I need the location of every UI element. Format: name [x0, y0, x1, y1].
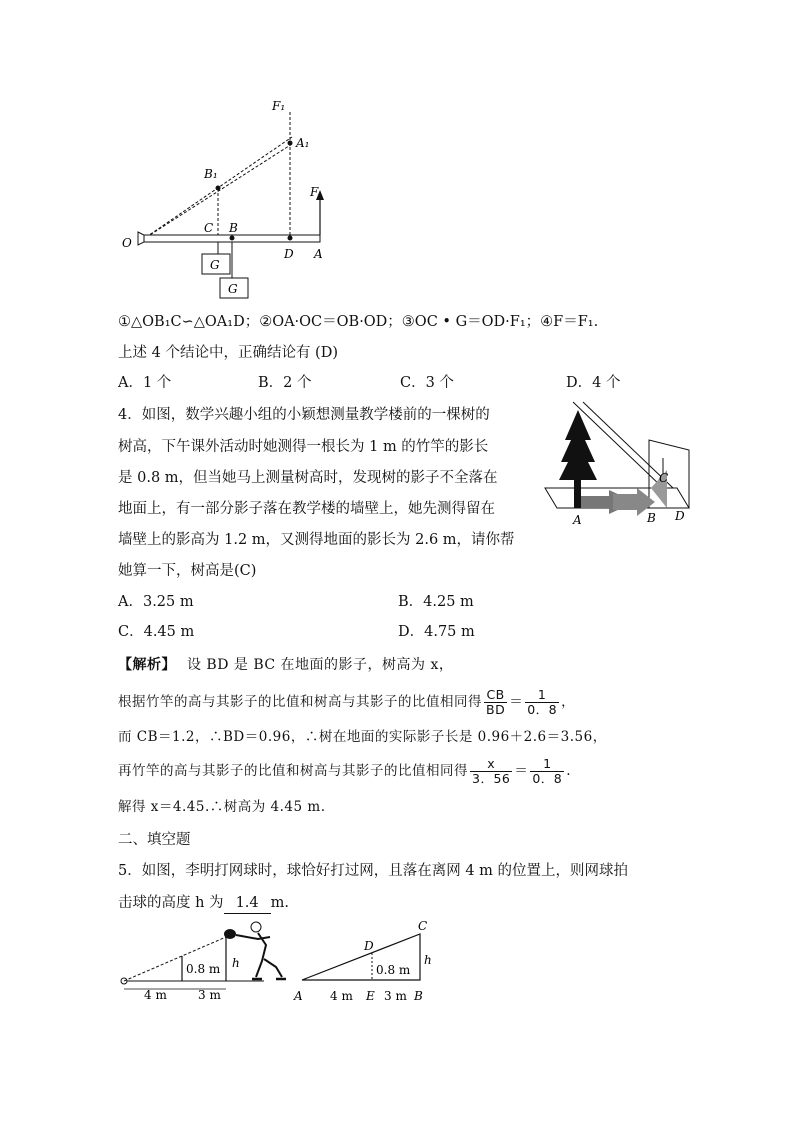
- analysis-tag: 【解析】: [118, 657, 176, 673]
- frac1-den: BD: [486, 702, 506, 717]
- label-C: C: [204, 221, 214, 235]
- q4-fig-label-a: A: [573, 513, 582, 527]
- q4-line2: 树高，下午课外活动时她测得一根长为 1 m 的竹竿的影长: [118, 439, 489, 455]
- q5-line2-post: m.: [270, 895, 289, 911]
- analysis-text1: 设 BD 是 BC 在地面的影子，树高为 x，: [186, 657, 454, 673]
- label-G1: G: [210, 258, 220, 272]
- q3-option-d: D．4 个: [566, 375, 621, 391]
- analysis-text2: 根据竹竿的高与其影子的比值和树高与其影子的比值相同得: [118, 694, 482, 710]
- equals-2: ＝: [514, 763, 529, 779]
- label-A1: A₁: [296, 136, 310, 150]
- right-label-c: C: [418, 919, 428, 933]
- q4-option-b: B．4.25 m: [398, 594, 474, 610]
- label-O: O: [122, 236, 132, 250]
- q3-question: 上述 4 个结论中，正确结论有 (D): [118, 345, 338, 361]
- section-title: 二、填空题: [118, 832, 191, 848]
- right-4m-label: 4 m: [330, 989, 353, 1003]
- label-B: B: [229, 221, 238, 235]
- q4-line6: 她算一下，树高是(C): [118, 563, 257, 579]
- left-3m-label: 3 m: [198, 988, 221, 1002]
- q4-option-c: C．4.45 m: [118, 624, 195, 640]
- tennis-figure-left: [116, 915, 296, 1005]
- label-F1: F₁: [272, 99, 286, 113]
- period: .: [566, 763, 572, 779]
- lever-figure: [112, 92, 342, 302]
- q3-option-b: B．2 个: [258, 375, 312, 391]
- q5-line2-pre: 击球的高度 h 为: [118, 895, 224, 911]
- q5-answer-blank: 1.4: [224, 893, 271, 914]
- left-h-label: h: [232, 956, 240, 970]
- label-D: D: [284, 247, 294, 261]
- q3-option-a: A．1 个: [118, 375, 172, 391]
- tree-shadow-figure: [543, 400, 691, 528]
- comma: ，: [561, 694, 576, 710]
- left-08m-label: 0.8 m: [186, 962, 221, 976]
- frac1-num: CB: [484, 688, 507, 703]
- equals-1: ＝: [509, 694, 524, 710]
- q4-line4: 地面上，有一部分影子落在教学楼的墙壁上，她先测得留在: [118, 501, 495, 517]
- q4-option-d: D．4.75 m: [398, 624, 475, 640]
- right-label-d: D: [364, 939, 374, 953]
- label-G2: G: [228, 282, 238, 296]
- q4-line5: 墙壁上的影高为 1.2 m，又测得地面的影长为 2.6 m，请你帮: [118, 532, 515, 548]
- fraction-1-08: [525, 688, 559, 717]
- fraction-cb-bd: [484, 688, 507, 717]
- q4-option-a: A．3.25 m: [118, 594, 194, 610]
- right-h-label: h: [424, 953, 432, 967]
- fraction-x-356: [470, 757, 512, 786]
- frac2-den: 0．8: [527, 702, 558, 717]
- analysis-line1: [118, 655, 453, 675]
- label-F: F: [310, 185, 319, 199]
- analysis-line5: 解得 x＝4.45.∴树高为 4.45 m.: [118, 799, 326, 815]
- q4-line1: 4．如图，数学兴趣小组的小颖想测量教学楼前的一棵树的: [118, 407, 490, 423]
- label-A: A: [314, 247, 323, 261]
- right-08m-label: 0.8 m: [376, 963, 411, 977]
- frac4-num: 1: [530, 757, 564, 772]
- analysis-line2: [118, 682, 575, 722]
- fraction-1-08b: [530, 757, 564, 786]
- right-label-b: B: [414, 989, 423, 1003]
- right-label-a: A: [294, 989, 303, 1003]
- q4-fig-label-b: B: [647, 511, 656, 525]
- q4-fig-label-d: D: [675, 509, 685, 523]
- frac3-den: 3．56: [472, 771, 511, 786]
- analysis-text4: 再竹竿的高与其影子的比值和树高与其影子的比值相同得: [118, 763, 468, 779]
- analysis-line4: [118, 751, 571, 791]
- analysis-line3: 而 CB＝1.2，∴BD＝0.96，∴树在地面的实际影子长是 0.96＋2.6＝3.56，: [118, 729, 607, 745]
- q4-fig-label-c: C: [659, 471, 669, 485]
- left-4m-label: 4 m: [144, 988, 167, 1002]
- q3-conclusions: ①△OB₁C∽△OA₁D；②OA·OC＝OB·OD；③OC • G＝OD·F₁；④F＝F₁.: [118, 314, 599, 330]
- frac4-den: 0．8: [532, 771, 563, 786]
- right-3m-label: 3 m: [384, 989, 407, 1003]
- frac3-num: x: [470, 757, 512, 772]
- label-B1: B₁: [204, 167, 218, 181]
- right-label-e: E: [366, 989, 375, 1003]
- q3-option-c: C．3 个: [400, 375, 454, 391]
- frac2-num: 1: [525, 688, 559, 703]
- triangle-figure-right: [292, 918, 442, 1006]
- q4-line3: 是 0.8 m，但当她马上测量树高时，发现树的影子不全落在: [118, 470, 498, 486]
- q5-line1: 5．如图，李明打网球时，球恰好打过网，且落在离网 4 m 的位置上，则网球拍: [118, 863, 629, 879]
- q5-line2: [118, 893, 289, 914]
